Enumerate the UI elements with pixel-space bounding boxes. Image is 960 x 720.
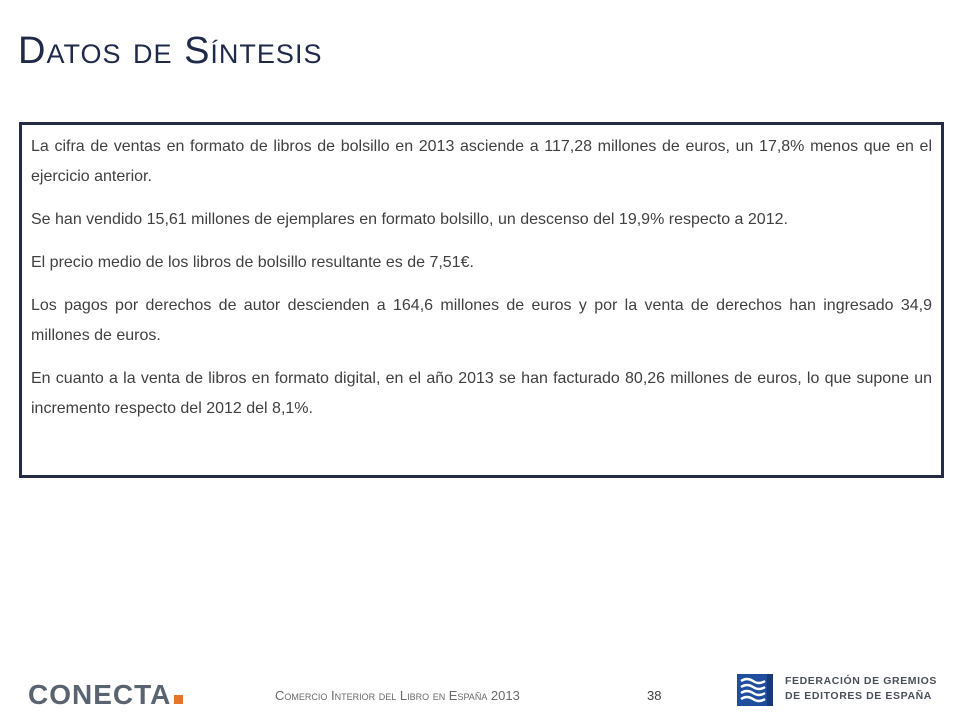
fge-logo-text [785,674,937,704]
fge-logo [737,672,937,708]
page-number: 38 [647,688,662,703]
conecta-logo-text: CONECTA [28,679,172,710]
footer-caption: Comercio Interior del Libro en España 2013 [275,688,520,703]
summary-paragraph-4: Los pagos por derechos de autor descienden a 164,6 millones de euros y por la venta de derechos han ingresado 34,9 millones de euros. [31,297,932,344]
fge-emblem-icon [737,674,773,706]
conecta-logo [28,676,208,710]
summary-paragraph-2: Se han vendido 15,61 millones de ejemplares en formato bolsillo, un descenso del 19,9% respecto a 2012. [31,211,788,228]
page-title: Datos de Síntesis [18,30,323,72]
summary-box [19,122,944,478]
summary-paragraph-5: En cuanto a la venta de libros en formato digital, en el año 2013 se han facturado 80,26 millones de euros, lo que supone un incremento respecto del 2012 del 8,1%. [31,370,932,417]
summary-paragraph-3: El precio medio de los libros de bolsillo resultante es de 7,51€. [31,254,474,271]
fge-logo-line-2: DE EDITORES DE ESPAÑA [785,690,932,702]
fge-logo-line-1: FEDERACIÓN DE GREMIOS [785,675,938,687]
summary-paragraph-1: La cifra de ventas en formato de libros de bolsillo en 2013 asciende a 117,28 millones de euros, un 17,8% menos que en el ejercicio anterior. [31,138,932,185]
conecta-logo-dot-icon [174,695,183,704]
